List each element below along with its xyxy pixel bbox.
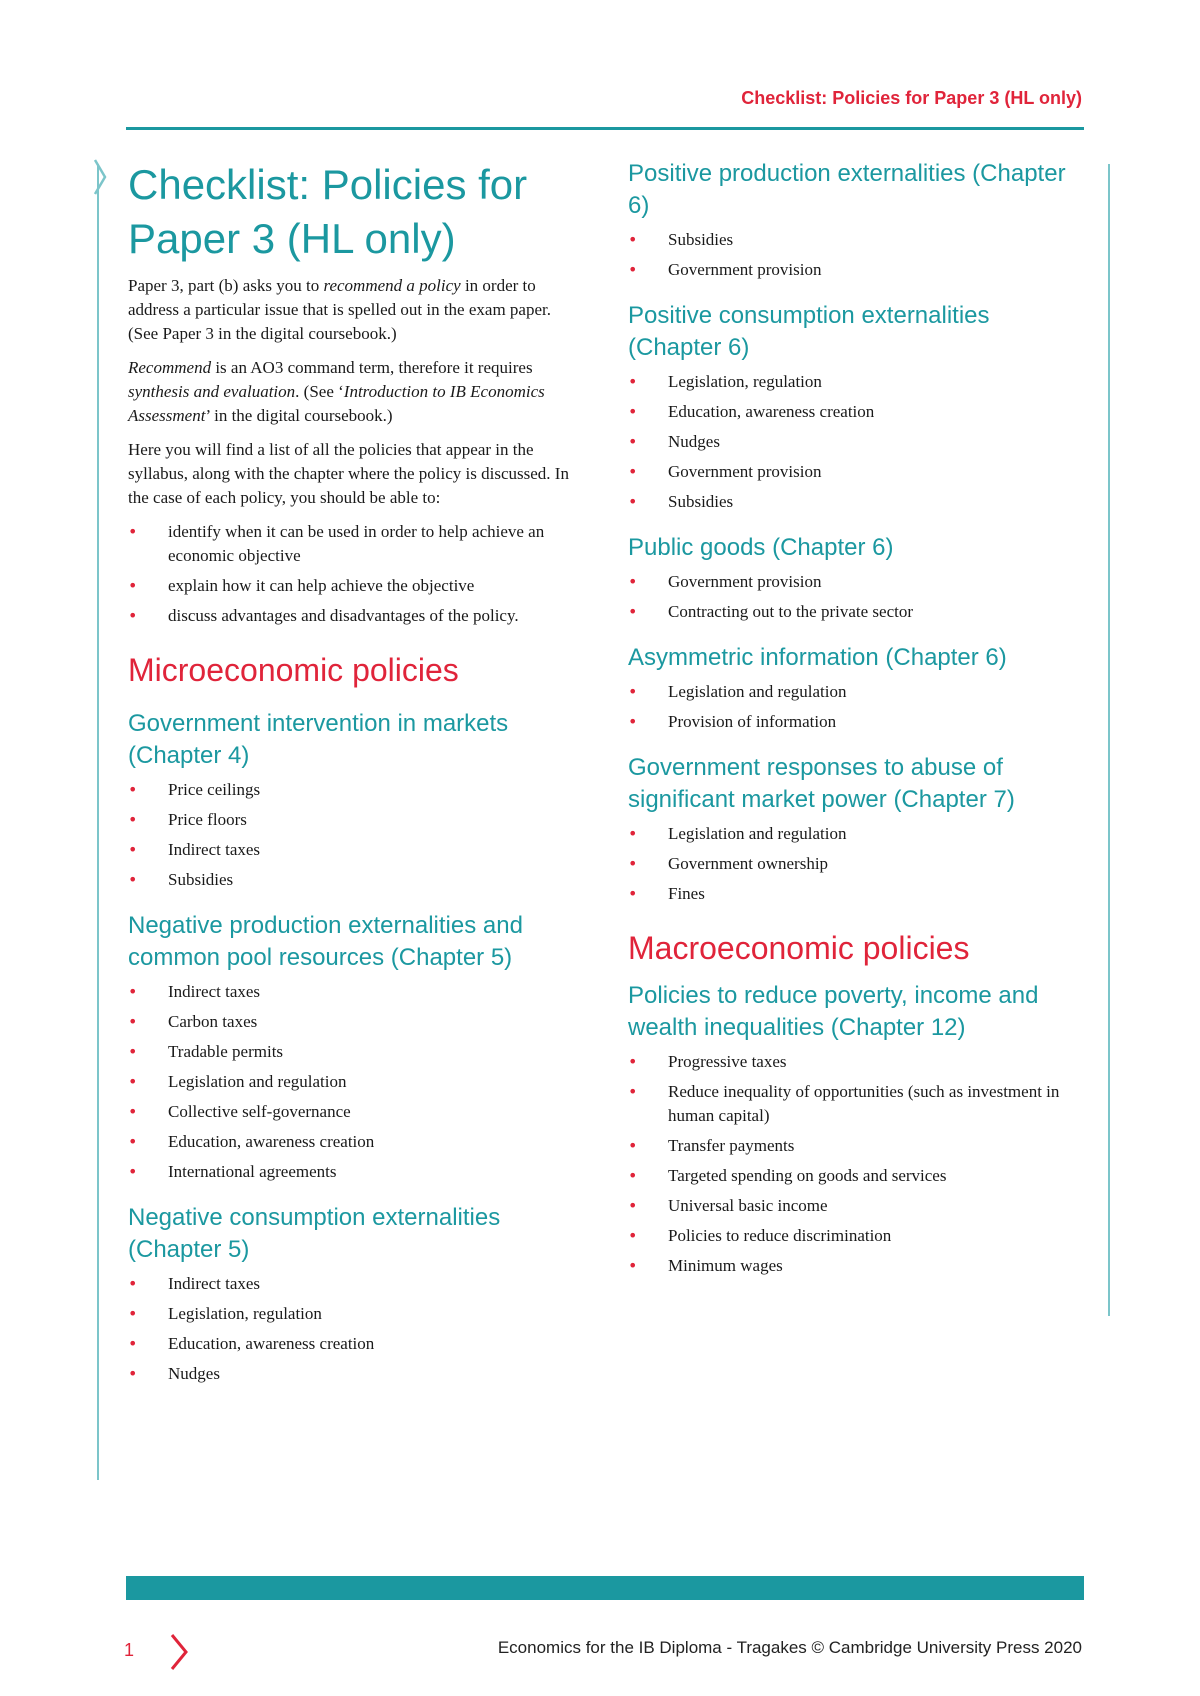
policy-list [128,778,583,892]
list-item: • Provision of information [628,710,1073,734]
policy-section [628,532,1073,624]
policy-list [628,370,1073,514]
policy-list [628,822,1073,906]
list-item: • Price floors [128,808,583,832]
list-item: • Targeted spending on goods and services [628,1164,1073,1188]
list-item: • Contracting out to the private sector [628,600,1073,624]
policy-section [128,708,583,892]
policy-section [628,300,1073,514]
list-item: • Government ownership [628,852,1073,876]
list-item: • Progressive taxes [628,1050,1073,1074]
left-margin-rule [97,164,99,1480]
page-number: 1 [124,1640,135,1660]
left-column [128,158,583,1392]
list-item: • Reduce inequality of opportunities (such as investment in human capital) [628,1080,1073,1128]
list-item: • Transfer payments [628,1134,1073,1158]
section-heading: Negative consumption externalities (Chapter 5) [128,1204,501,1263]
macro-heading: Macroeconomic policies [628,930,970,966]
list-item: • Government provision [628,258,1073,282]
list-item: • Indirect taxes [128,980,583,1004]
list-item: • Subsidies [128,868,583,892]
section-heading: Positive consumption externalities (Chapter 6) [628,302,990,361]
list-item: • Government provision [628,460,1073,484]
header-rule [126,127,1084,130]
policy-section [628,158,1073,282]
right-column [628,158,1073,1284]
list-item: • Government provision [628,570,1073,594]
list-item: • explain how it can help achieve the objective [128,574,583,598]
list-item: • Education, awareness creation [628,400,1073,424]
section-heading: Public goods (Chapter 6) [628,534,894,561]
list-item: • Legislation, regulation [628,370,1073,394]
section-heading: Negative production externalities and common pool resources (Chapter 5) [128,912,523,971]
list-item: • Tradable permits [128,1040,583,1064]
section-heading: Positive production externalities (Chapter 6) [628,160,1066,219]
list-item: • Indirect taxes [128,838,583,862]
list-item: • Legislation and regulation [628,822,1073,846]
list-item: • Universal basic income [628,1194,1073,1218]
list-item: • Price ceilings [128,778,583,802]
running-header: Checklist: Policies for Paper 3 (HL only) [741,88,1082,108]
policy-list [628,570,1073,624]
policy-section [628,752,1073,906]
list-item: • Education, awareness creation [128,1332,583,1356]
footer-credit: Economics for the IB Diploma - Tragakes © Cambridge University Press 2020 [497,1638,1082,1657]
chevron-right-icon [93,158,107,196]
list-item: • International agreements [128,1160,583,1184]
policy-list [628,228,1073,282]
policy-list [128,980,583,1184]
list-item: • Legislation, regulation [128,1302,583,1326]
intro-paragraph-2: Recommend is an AO3 command term, therefore it requires synthesis and evaluation. (See ‘Introduction to IB Economics Assessment’ in the digital coursebook.) [128,358,545,425]
policy-section [128,1202,583,1386]
chevron-right-icon [168,1632,190,1672]
intro-paragraph-1: Paper 3, part (b) asks you to recommend a policy in order to address a particular issue that is spelled out in the exam paper. (See Paper 3 in the digital coursebook.) [128,276,551,343]
section-heading: Policies to reduce poverty, income and wealth inequalities (Chapter 12) [628,982,1039,1041]
list-item: • identify when it can be used in order to help achieve an economic objective [128,520,583,568]
list-item: • Subsidies [628,228,1073,252]
section-heading: Government intervention in markets (Chapter 4) [128,710,509,769]
policy-section [628,642,1073,734]
list-item: • Education, awareness creation [128,1130,583,1154]
policy-list [628,680,1073,734]
list-item: • Minimum wages [628,1254,1073,1278]
list-item: • Indirect taxes [128,1272,583,1296]
list-item: • Subsidies [628,490,1073,514]
micro-heading: Microeconomic policies [128,652,459,688]
list-item: • Fines [628,882,1073,906]
list-item: • Nudges [628,430,1073,454]
intro-paragraph-3: Here you will find a list of all the policies that appear in the syllabus, along with the chapter where the policy is discussed. In the case of each policy, you should be able to: [128,440,569,507]
list-item: • discuss advantages and disadvantages of the policy. [128,604,583,628]
page-title: Checklist: Policies for Paper 3 (HL only) [128,161,528,262]
list-item: • Legislation and regulation [128,1070,583,1094]
policy-section [628,980,1073,1278]
list-item: • Collective self-governance [128,1100,583,1124]
intro-bullet-list [128,520,583,628]
section-heading: Government responses to abuse of significant market power (Chapter 7) [628,754,1015,813]
list-item: • Policies to reduce discrimination [628,1224,1073,1248]
section-heading: Asymmetric information (Chapter 6) [628,644,1007,671]
policy-list [128,1272,583,1386]
policy-list [628,1050,1073,1278]
right-margin-rule [1108,164,1110,1316]
footer-bar [126,1576,1084,1600]
list-item: • Legislation and regulation [628,680,1073,704]
list-item: • Carbon taxes [128,1010,583,1034]
policy-section [128,910,583,1184]
list-item: • Nudges [128,1362,583,1386]
